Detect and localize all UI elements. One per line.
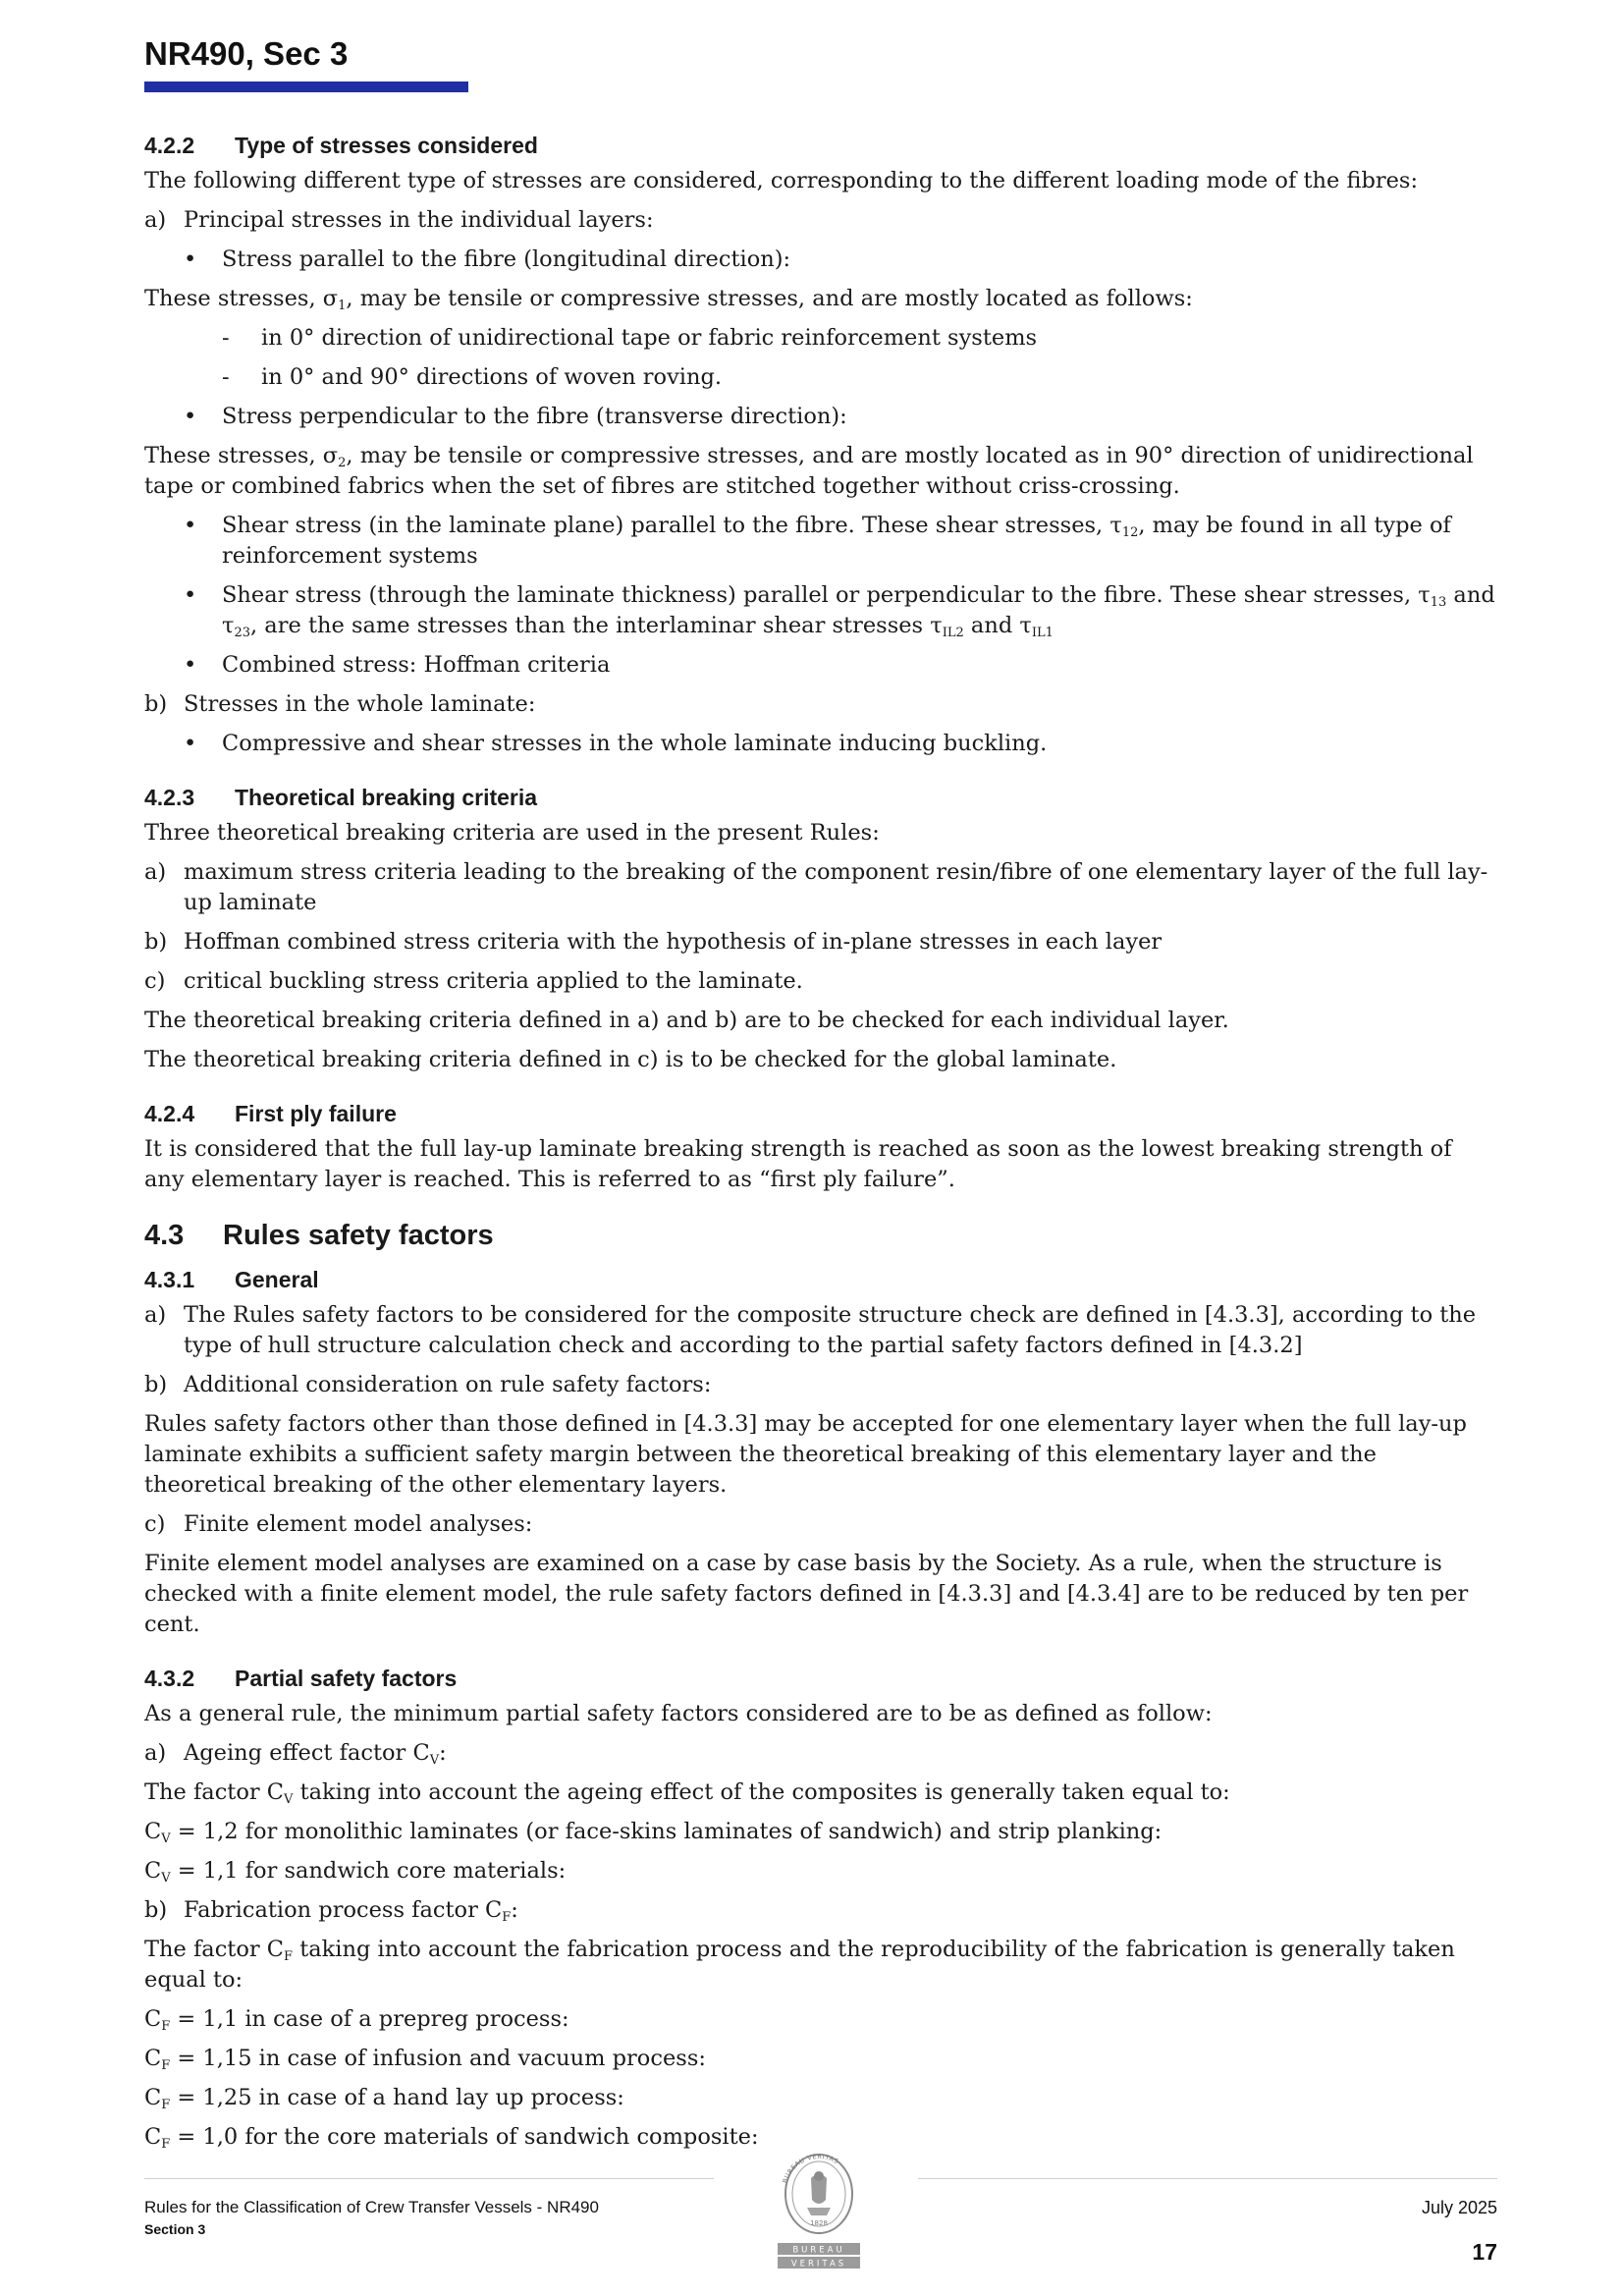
- section-number: 4.3: [144, 1220, 185, 1251]
- section-number: 4.3.2: [144, 1666, 195, 1691]
- section-4-3-1-heading: [144, 1265, 1497, 1295]
- paragraph: The theoretical breaking criteria defined in c) is to be checked for the global laminate.: [144, 1047, 1117, 1072]
- bureau-veritas-logo-icon: [772, 2149, 866, 2272]
- paragraph: The theoretical breaking criteria defined in a) and b) are to be checked for each individual layer.: [144, 1008, 1229, 1033]
- footer-divider-right: [918, 2178, 1497, 2179]
- bullet-icon: •: [184, 246, 197, 272]
- list-item-c: c) Finite element model analyses:: [144, 1511, 533, 1537]
- header-accent-bar: [144, 82, 468, 92]
- list-label: a): [144, 207, 167, 233]
- indented-paragraph: The factor $C_V$ taking into account the ageing effect of the composites is generally taken equal to:: [144, 1779, 1230, 1807]
- footer-date: July 2025: [1421, 2198, 1497, 2217]
- paragraph: It is considered that the full lay-up laminate breaking strength is reached as soon as the lowest breaking strength of any elementary layer is reached. This is referred to as “first ply failure”.: [144, 1136, 1452, 1192]
- section-number: 4.2.4: [144, 1101, 195, 1126]
- bullet-text: Stress parallel to the fibre (longitudinal direction):: [222, 246, 791, 272]
- list-item-c: c) critical buckling stress criteria applied to the laminate.: [144, 968, 803, 994]
- bullet-item: [144, 245, 1497, 275]
- paragraph: The following different type of stresses are considered, corresponding to the different loading mode of the fibres:: [144, 168, 1419, 193]
- list-text: Stresses in the whole laminate:: [184, 691, 536, 717]
- section-4-2-4-heading: [144, 1099, 1497, 1129]
- svg-text:VERITAS: VERITAS: [790, 2259, 847, 2269]
- footer-document-title: Rules for the Classification of Crew Transfer Vessels - NR490: [144, 2198, 599, 2216]
- bullet-item: [144, 729, 1497, 759]
- factor-value: $C_V = 1,2$ for monolithic laminates (or face-skins laminates of sandwich) and strip planking:: [144, 1819, 1162, 1846]
- paragraph: Three theoretical breaking criteria are used in the present Rules:: [144, 820, 880, 846]
- dash-icon: -: [222, 325, 230, 351]
- bullet-item: [144, 402, 1497, 432]
- section-number: 4.2.3: [144, 785, 195, 810]
- indented-paragraph: These stresses, $\sigma_2$, may be tensile or compressive stresses, and are mostly located as in 90° direction of unidirectional tape or combined fabrics when the set of fibres are stitched together without criss-crossing.: [144, 443, 1474, 499]
- section-title: General: [235, 1267, 319, 1292]
- factor-value: $C_V = 1,1$ for sandwich core materials:: [144, 1858, 567, 1886]
- list-text: Principal stresses in the individual layers:: [184, 207, 654, 233]
- document-body: [144, 131, 1497, 2161]
- bullet-item: • Shear stress (through the laminate thickness) parallel or perpendicular to the fibre. These shear stresses, $\tau_{13}$ and $\tau_{23}$, are the same stresses than the interlaminar shear stresses $\tau_{IL2}$ and $\tau_{IL1}$: [184, 582, 1495, 640]
- page-number: 17: [1472, 2239, 1497, 2265]
- dash-text: in 0° direction of unidirectional tape or fabric reinforcement systems: [261, 325, 1038, 351]
- dash-text: in 0° and 90° directions of woven roving.: [261, 364, 723, 390]
- dash-item: [144, 362, 1497, 393]
- section-title: Partial safety factors: [235, 1666, 458, 1691]
- footer-divider-left: [144, 2178, 714, 2179]
- indented-paragraph: These stresses, $\sigma_1$, may be tensile or compressive stresses, and are mostly located as follows:: [144, 286, 1193, 313]
- footer-section: Section 3: [144, 2221, 206, 2237]
- factor-value: $C_F = 1,25$ in case of a hand lay up process:: [144, 2085, 624, 2112]
- bullet-item: [144, 650, 1497, 681]
- factor-value: $C_F = 1,1$ in case of a prepreg process:: [144, 2006, 569, 2034]
- section-title: First ply failure: [235, 1101, 397, 1126]
- page-header-title: NR490, Sec 3: [144, 35, 349, 72]
- section-title: Theoretical breaking criteria: [235, 785, 538, 810]
- section-4-3-2-heading: [144, 1664, 1497, 1694]
- section-4-2-3-heading: [144, 783, 1497, 813]
- bullet-item: • Shear stress (in the laminate plane) parallel to the fibre. These shear stresses, $\tau_{12}$, may be found in all type of reinforcement systems: [184, 513, 1451, 569]
- list-item-b: b) Additional consideration on rule safety factors:: [144, 1372, 712, 1397]
- section-number: 4.2.2: [144, 133, 195, 158]
- bullet-icon: •: [184, 513, 197, 538]
- indented-paragraph: Finite element model analyses are examined on a case by case basis by the Society. As a rule, when the structure is checked with a finite element model, the rule safety factors defined in [4.3.3] and [4.3.4] are to be reduced by ten per cent.: [144, 1551, 1469, 1637]
- bullet-icon: •: [184, 652, 197, 678]
- list-item-b: b) Hoffman combined stress criteria with the hypothesis of in-plane stresses in each layer: [144, 929, 1162, 955]
- bullet-text: Stress perpendicular to the fibre (transverse direction):: [222, 404, 847, 429]
- paragraph: As a general rule, the minimum partial safety factors considered are to be as defined as follow:: [144, 1701, 1213, 1726]
- list-item-a: a) Ageing effect factor $C_V$:: [144, 1740, 447, 1768]
- svg-text:BUREAU VERITAS: BUREAU VERITAS: [781, 2152, 840, 2185]
- svg-text:BUREAU: BUREAU: [792, 2245, 845, 2256]
- section-title: Rules safety factors: [223, 1220, 494, 1251]
- list-item-a: a) maximum stress criteria leading to the breaking of the component resin/fibre of one elementary layer of the full lay-up laminate: [144, 859, 1488, 915]
- logo-year: 1828: [810, 2219, 828, 2227]
- list-item-a: a) The Rules safety factors to be considered for the composite structure check are defined in [4.3.3], according to the type of hull structure calculation check and according to the partial safety factors defined in [4.3.2]: [144, 1302, 1477, 1358]
- section-4-3-heading: [144, 1221, 1497, 1251]
- bullet-icon: •: [184, 582, 197, 608]
- section-number: 4.3.1: [144, 1267, 195, 1292]
- list-item-b: b) Fabrication process factor $C_F$:: [144, 1897, 518, 1925]
- bullet-icon: •: [184, 404, 197, 429]
- dash-item: [144, 323, 1497, 354]
- factor-value: $C_F = 1,0$ for the core materials of sandwich composite:: [144, 2124, 759, 2152]
- section-4-2-2-heading: [144, 131, 1497, 161]
- list-item-a: [144, 205, 1497, 236]
- list-label: b): [144, 691, 168, 717]
- list-item-b: [144, 689, 1497, 720]
- bullet-text: Combined stress: Hoffman criteria: [222, 652, 611, 678]
- factor-value: $C_F = 1,15$ in case of infusion and vacuum process:: [144, 2046, 706, 2073]
- bullet-text: Compressive and shear stresses in the whole laminate inducing buckling.: [222, 731, 1048, 756]
- indented-paragraph: The factor $C_F$ taking into account the fabrication process and the reproducibility of the fabrication is generally taken equal to:: [144, 1937, 1455, 1993]
- indented-paragraph: Rules safety factors other than those defined in [4.3.3] may be accepted for one elementary layer when the full lay-up laminate exhibits a sufficient safety margin between the theoretical breaking of this elementary layer and the theoretical breaking of the other elementary layers.: [144, 1411, 1467, 1498]
- dash-icon: -: [222, 364, 230, 390]
- section-title: Type of stresses considered: [235, 133, 538, 158]
- bullet-icon: •: [184, 731, 197, 756]
